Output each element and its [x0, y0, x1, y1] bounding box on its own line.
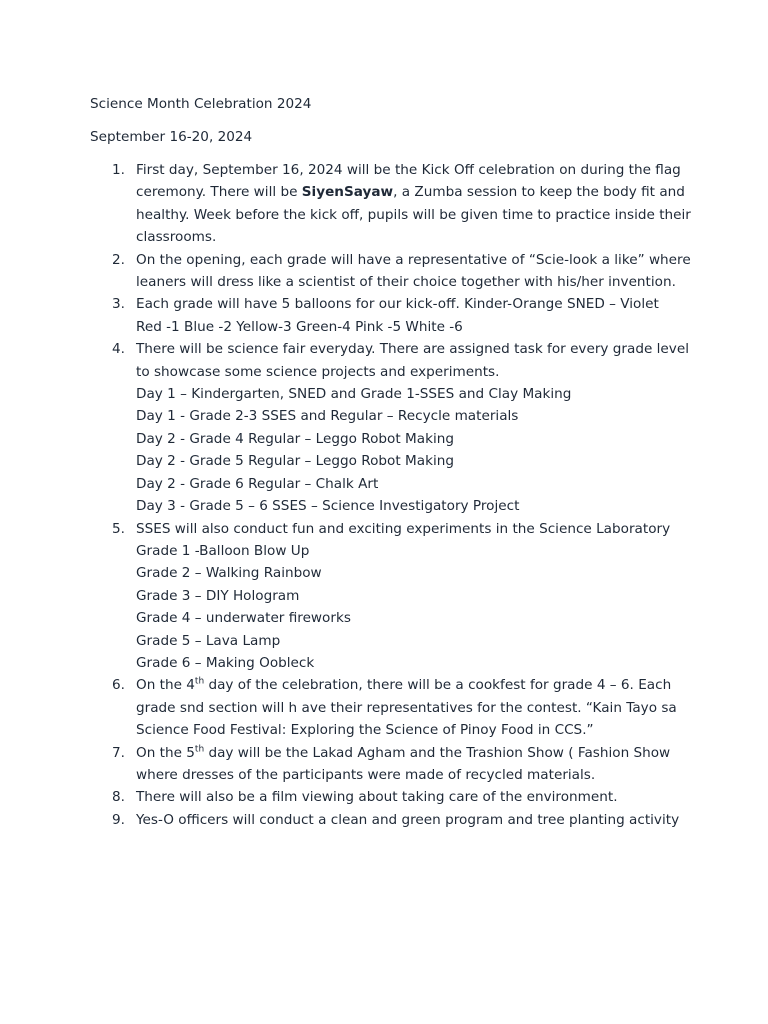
list-item-line: On the opening, each grade will have a representative of “Scie-look a like” where — [136, 251, 691, 268]
bold-term: SiyenSayaw — [301, 184, 394, 201]
list-item-line: Grade 2 – Walking Rainbow — [136, 565, 322, 582]
text-segment: , a Zumba session to keep the body fit and — [393, 184, 685, 201]
list-item-line — [136, 181, 768, 203]
list-item — [0, 249, 768, 294]
list-item-line: Grade 4 – underwater fireworks — [136, 610, 351, 627]
list-item — [0, 518, 768, 675]
list-item-number: 4. — [112, 341, 125, 358]
list-item-number: 3. — [112, 296, 125, 313]
list-item — [0, 786, 768, 808]
activity-list — [0, 159, 768, 831]
ordinal-suffix: th — [194, 676, 205, 687]
list-item-line: SSES will also conduct fun and exciting experiments in the Science Laboratory — [136, 520, 671, 537]
text-segment: day of the celebration, there will be a cookfest for grade 4 – 6. Each — [204, 677, 672, 694]
list-item-line: Day 2 - Grade 5 Regular – Leggo Robot Making — [136, 453, 454, 470]
list-item-line: Day 2 - Grade 6 Regular – Chalk Art — [136, 475, 379, 492]
list-item-line: Science Food Festival: Exploring the Science of Pinoy Food in CCS.” — [136, 722, 594, 739]
list-item — [0, 742, 768, 787]
list-item-line: where dresses of the participants were made of recycled materials. — [136, 766, 596, 783]
list-item-number: 9. — [112, 811, 125, 828]
list-item-line: Grade 3 – DIY Hologram — [136, 587, 300, 604]
list-item-line: grade snd section will h ave their representatives for the contest. “Kain Tayo sa — [136, 699, 677, 716]
list-item-line: Grade 1 -Balloon Blow Up — [136, 542, 310, 559]
list-item-line: Day 2 - Grade 4 Regular – Leggo Robot Making — [136, 430, 454, 447]
document-title: Science Month Celebration 2024 — [90, 96, 312, 112]
list-item — [0, 293, 768, 338]
list-item-number: 7. — [112, 744, 125, 761]
list-item-number: 2. — [112, 251, 125, 268]
list-item-line: to showcase some science projects and experiments. — [136, 363, 500, 380]
list-item-line — [136, 674, 768, 696]
list-item-line: Day 1 – Kindergarten, SNED and Grade 1-SSES and Clay Making — [136, 386, 572, 403]
list-item-number: 1. — [112, 162, 125, 178]
text-segment: ceremony. There will be — [136, 184, 302, 201]
list-item — [0, 674, 768, 741]
list-item — [0, 159, 768, 249]
ordinal-suffix: th — [194, 744, 205, 755]
list-item-line: Grade 5 – Lava Lamp — [136, 632, 281, 649]
list-item-line: First day, September 16, 2024 will be the Kick Off celebration on during the flag — [136, 162, 681, 178]
list-item-line: Each grade will have 5 balloons for our kick-off. Kinder-Orange SNED – Violet — [136, 296, 659, 313]
text-segment: day will be the Lakad Agham and the Trashion Show ( Fashion Show — [204, 744, 671, 761]
list-item-number: 5. — [112, 520, 125, 537]
event-dates: September 16-20, 2024 — [90, 129, 253, 145]
list-item-line: There will be science fair everyday. There are assigned task for every grade level — [136, 341, 689, 358]
list-item-number: 8. — [112, 789, 125, 806]
list-item-line: Day 3 - Grade 5 – 6 SSES – Science Investigatory Project — [136, 498, 520, 515]
list-item-line: Red -1 Blue -2 Yellow-3 Green-4 Pink -5 White -6 — [136, 318, 463, 335]
list-item-line: classrooms. — [136, 229, 217, 246]
text-segment: On the 4 — [136, 677, 195, 694]
list-item — [0, 338, 768, 517]
list-item-line: There will also be a film viewing about taking care of the environment. — [136, 789, 618, 806]
list-item-number: 6. — [112, 677, 125, 694]
list-item-line: Day 1 - Grade 2-3 SSES and Regular – Recycle materials — [136, 408, 519, 425]
list-item-line — [136, 742, 768, 764]
list-item-line: leaners will dress like a scientist of their choice together with his/her invention. — [136, 274, 676, 291]
text-segment: On the 5 — [136, 744, 195, 761]
list-item — [0, 809, 768, 831]
list-item-line: Grade 6 – Making Oobleck — [136, 654, 315, 671]
list-item-line: Yes-O officers will conduct a clean and green program and tree planting activity — [136, 811, 680, 828]
list-item-line: healthy. Week before the kick off, pupils will be given time to practice inside their — [136, 206, 691, 223]
